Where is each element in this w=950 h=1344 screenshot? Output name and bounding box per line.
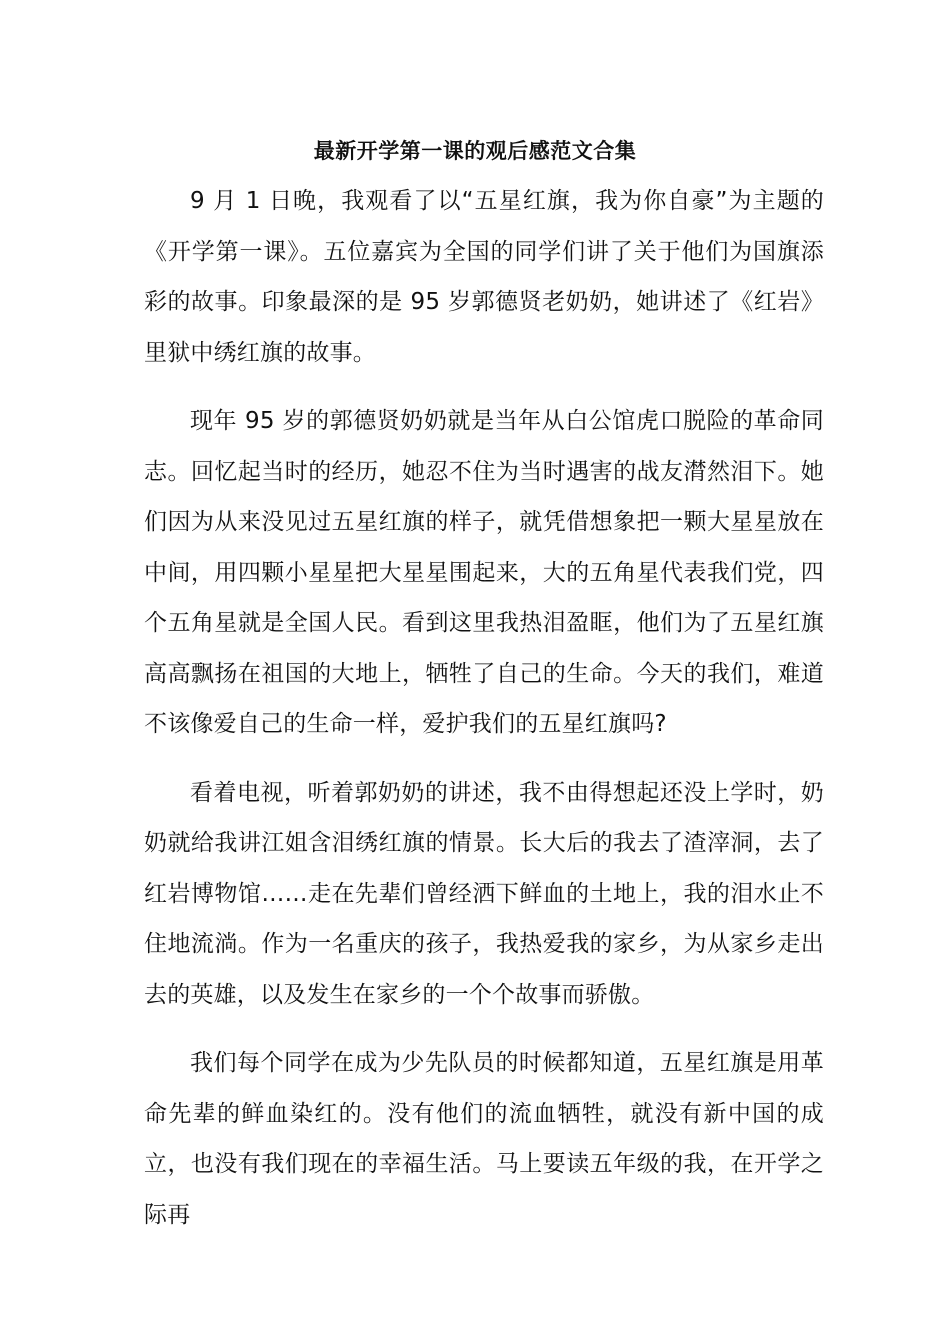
- document-body: [144, 176, 824, 1258]
- paragraph-4: 我们每个同学在成为少先队员的时候都知道，五星红旗是用革命先辈的鲜血染红的。没有他们的流血牺牲，就没有新中国的成立，也没有我们现在的幸福生活。马上要读五年级的我，在开学之际再: [144, 1050, 824, 1228]
- paragraph-1: 9 月 1 日晚，我观看了以“五星红旗，我为你自豪”为主题的《开学第一课》。五位嘉宾为全国的同学们讲了关于他们为国旗添彩的故事。印象最深的是 95 岁郭德贤老奶奶，她讲述了《红岩》里狱中绣红旗的故事。: [144, 188, 824, 366]
- paragraph-2: 现年 95 岁的郭德贤奶奶就是当年从白公馆虎口脱险的革命同志。回忆起当时的经历，她忍不住为当时遇害的战友潸然泪下。她们因为从来没见过五星红旗的样子，就凭借想象把一颗大星星放在中间，用四颗小星星把大星星围起来，大的五角星代表我们党，四个五角星就是全国人民。看到这里我热泪盈眶，他们为了五星红旗高高飘扬在祖国的大地上，牺牲了自己的生命。今天的我们，难道不该像爱自己的生命一样，爱护我们的五星红旗吗?: [144, 408, 824, 737]
- paragraph-3: 看着电视，听着郭奶奶的讲述，我不由得想起还没上学时，奶奶就给我讲江姐含泪绣红旗的情景。长大后的我去了渣滓洞，去了红岩博物馆……走在先辈们曾经洒下鲜血的土地上，我的泪水止不住地流淌。作为一名重庆的孩子，我热爱我的家乡，为从家乡走出去的英雄，以及发生在家乡的一个个故事而骄傲。: [144, 779, 824, 1008]
- document-title: 最新开学第一课的观后感范文合集: [313, 139, 637, 163]
